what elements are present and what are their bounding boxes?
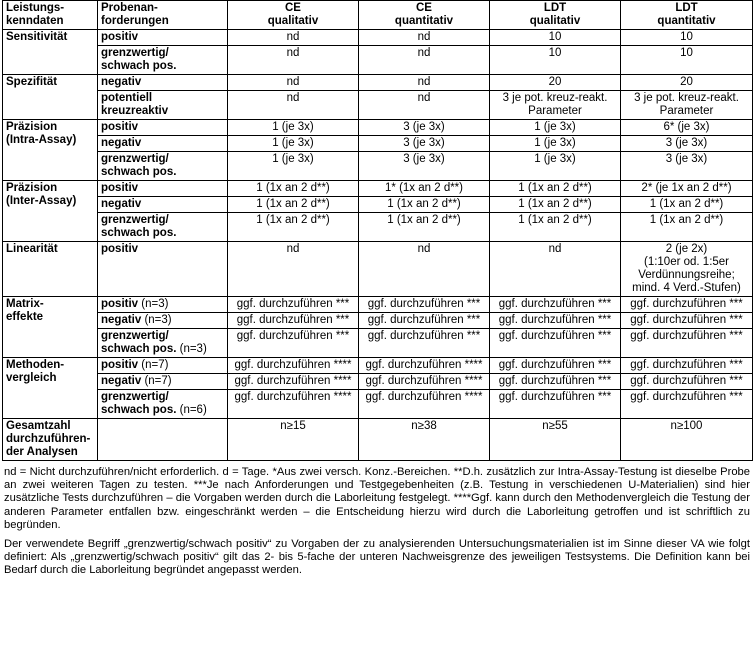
sub-label [98, 390, 228, 419]
cell: 1 (je 3x) [228, 136, 359, 152]
cell: 20 [621, 75, 753, 91]
cell: 10 [621, 46, 753, 75]
category-methodenvergleich: Methoden- vergleich [3, 358, 98, 419]
sub-label-note: (n=3) [141, 314, 172, 326]
table-row-total [3, 419, 753, 461]
sub-label [98, 374, 228, 390]
table-row [3, 313, 753, 329]
cell: 6* (je 3x) [621, 120, 753, 136]
sub-label: grenzwertig/ schwach pos. [98, 46, 228, 75]
cell: 10 [621, 30, 753, 46]
cell: nd [228, 242, 359, 297]
cell: ggf. durchzuführen *** [490, 313, 621, 329]
table-row [3, 197, 753, 213]
cell: 10 [490, 46, 621, 75]
footnote-abbreviations: nd = Nicht durchzuführen/nicht erforderlich. d = Tage. *Aus zwei versch. Konz.-Bereichen. **D.h. zusätzlich zur Intra-Assay-Testung ist dieselbe Probe an zwei weiteren Tagen zu testen. ***Je nach Anforderungen und Testgegebenheiten (z.B. Testung in verschiedenen U-Materialien) sind hier zusätzliche Tests durchzuführen – die Vorgaben werden durch die Laborleitung festgelegt. ****Ggf. kann durch den Methodenvergleich die Testung der anderen Parameter entfallen bzw. eingeschränkt werden – die Entscheidung hierzu wird durch die Laborleitung getroffen und ist schriftlich zu begründen. [4, 466, 750, 531]
footnote-definition: Der verwendete Begriff „grenzwertig/schwach positiv“ zu Vorgaben der zu analysierenden Untersuchungsmaterialien ist im Sinne dieser VA wie folgt definiert: Als „grenzwertig/schwach positiv“ gilt das 2- bis 5-fache der unteren Nachweisgrenze des jeweiligen Testsystems. Die Definition kann bei Bedarf durch die Laborleitung begründet angepasst werden. [4, 538, 750, 577]
sub-label: potentiell kreuzreaktiv [98, 91, 228, 120]
cell: 3 je pot. kreuz-reakt. Parameter [490, 91, 621, 120]
cell: ggf. durchzuführen *** [490, 374, 621, 390]
header-probenanforderungen: Probenan- forderungen [98, 1, 228, 30]
sub-label-note: (n=7) [138, 359, 169, 371]
cell: 3 (je 3x) [359, 120, 490, 136]
document [2, 0, 752, 578]
sub-label [98, 313, 228, 329]
category-matrixeffekte: Matrix- effekte [3, 297, 98, 358]
cell: 1 (je 3x) [490, 136, 621, 152]
table-row [3, 75, 753, 91]
cell: 1 (je 3x) [228, 120, 359, 136]
cell: 1* (1x an 2 d**) [359, 181, 490, 197]
sub-label-text: grenzwertig/ schwach pos. [101, 330, 177, 355]
sub-label: negativ [98, 136, 228, 152]
cell: ggf. durchzuführen **** [228, 358, 359, 374]
sub-label-note: (n=7) [141, 375, 172, 387]
cell: 3 je pot. kreuz-reakt. Parameter [621, 91, 753, 120]
header-row [3, 1, 753, 30]
table-row [3, 120, 753, 136]
table-row [3, 358, 753, 374]
header-ce-qualitativ: CE qualitativ [228, 1, 359, 30]
sub-label-text: negativ [101, 375, 142, 387]
cell: nd [359, 91, 490, 120]
cell: ggf. durchzuführen *** [490, 329, 621, 358]
cell: 3 (je 3x) [621, 136, 753, 152]
cell: nd [228, 46, 359, 75]
cell: ggf. durchzuführen *** [490, 358, 621, 374]
cell: nd [490, 242, 621, 297]
cell: ggf. durchzuführen **** [359, 358, 490, 374]
cell: ggf. durchzuführen *** [228, 313, 359, 329]
sub-label: positiv [98, 181, 228, 197]
sub-label-text: positiv [101, 298, 139, 310]
cell: nd [228, 91, 359, 120]
category-praezision-intra: Präzision (Intra-Assay) [3, 120, 98, 181]
header-ldt-qualitativ: LDT qualitativ [490, 1, 621, 30]
sub-label-text: grenzwertig/ schwach pos. [101, 391, 177, 416]
cell: 1 (1x an 2 d**) [621, 197, 753, 213]
table-row [3, 136, 753, 152]
header-ldt-quantitativ: LDT quantitativ [621, 1, 753, 30]
cell: 1 (je 3x) [490, 152, 621, 181]
cell: ggf. durchzuführen *** [621, 374, 753, 390]
cell: ggf. durchzuführen **** [228, 374, 359, 390]
cell: n≥15 [228, 419, 359, 461]
cell: ggf. durchzuführen **** [359, 374, 490, 390]
sub-label: negativ [98, 75, 228, 91]
header-leistungskenndaten: Leistungs- kenndaten [3, 1, 98, 30]
sub-label: grenzwertig/ schwach pos. [98, 213, 228, 242]
header-ce-quantitativ: CE quantitativ [359, 1, 490, 30]
cell: 1 (1x an 2 d**) [228, 181, 359, 197]
cell: ggf. durchzuführen *** [621, 329, 753, 358]
cell: 1 (1x an 2 d**) [621, 213, 753, 242]
cell: n≥100 [621, 419, 753, 461]
cell: 1 (1x an 2 d**) [359, 213, 490, 242]
cell: 1 (je 3x) [228, 152, 359, 181]
category-linearitaet: Linearität [3, 242, 98, 297]
cell: 2* (je 1x an 2 d**) [621, 181, 753, 197]
table-row [3, 181, 753, 197]
sub-label: grenzwertig/ schwach pos. [98, 152, 228, 181]
cell: nd [359, 30, 490, 46]
sub-label-text: positiv [101, 359, 139, 371]
cell: 3 (je 3x) [359, 136, 490, 152]
cell: ggf. durchzuführen *** [359, 329, 490, 358]
cell: nd [359, 75, 490, 91]
cell: 1 (je 3x) [490, 120, 621, 136]
cell: ggf. durchzuführen *** [621, 313, 753, 329]
cell: 1 (1x an 2 d**) [228, 197, 359, 213]
cell: ggf. durchzuführen *** [621, 297, 753, 313]
table-row [3, 91, 753, 120]
cell: 1 (1x an 2 d**) [490, 213, 621, 242]
cell: 1 (1x an 2 d**) [359, 197, 490, 213]
cell: ggf. durchzuführen *** [359, 313, 490, 329]
cell: ggf. durchzuführen *** [490, 390, 621, 419]
cell: ggf. durchzuführen *** [359, 297, 490, 313]
sub-label: positiv [98, 30, 228, 46]
category-praezision-inter: Präzision (Inter-Assay) [3, 181, 98, 242]
cell: nd [228, 30, 359, 46]
cell: 2 (je 2x) (1:10er od. 1:5er Verdünnungsreihe; mind. 4 Verd.-Stufen) [621, 242, 753, 297]
table-row [3, 390, 753, 419]
category-spezifitaet: Spezifität [3, 75, 98, 120]
table-row [3, 242, 753, 297]
cell: 1 (1x an 2 d**) [228, 213, 359, 242]
cell: ggf. durchzuführen *** [621, 390, 753, 419]
table-row [3, 329, 753, 358]
cell: ggf. durchzuführen *** [228, 297, 359, 313]
cell: nd [359, 242, 490, 297]
sub-label-note: (n=6) [176, 404, 207, 416]
sub-label [98, 329, 228, 358]
sub-label: negativ [98, 197, 228, 213]
cell: 1 (1x an 2 d**) [490, 181, 621, 197]
cell: ggf. durchzuführen *** [490, 297, 621, 313]
cell: n≥55 [490, 419, 621, 461]
table-row [3, 297, 753, 313]
table-row [3, 46, 753, 75]
cell: 3 (je 3x) [621, 152, 753, 181]
category-sensitivitaet: Sensitivität [3, 30, 98, 75]
cell: nd [228, 75, 359, 91]
cell: ggf. durchzuführen **** [359, 390, 490, 419]
sub-label: positiv [98, 120, 228, 136]
cell: 10 [490, 30, 621, 46]
sub-label: positiv [98, 242, 228, 297]
cell: ggf. durchzuführen *** [228, 329, 359, 358]
sub-label [98, 297, 228, 313]
cell: 3 (je 3x) [359, 152, 490, 181]
cell: nd [359, 46, 490, 75]
cell: 1 (1x an 2 d**) [490, 197, 621, 213]
table-row [3, 213, 753, 242]
category-gesamtzahl: Gesamtzahl durchzuführen- der Analysen [3, 419, 98, 461]
cell: n≥38 [359, 419, 490, 461]
sub-label-text: negativ [101, 314, 142, 326]
cell: ggf. durchzuführen **** [228, 390, 359, 419]
table-row [3, 152, 753, 181]
table-row [3, 374, 753, 390]
sub-label [98, 358, 228, 374]
cell: 20 [490, 75, 621, 91]
table-row [3, 30, 753, 46]
cell: ggf. durchzuführen *** [621, 358, 753, 374]
performance-table [2, 0, 753, 461]
sub-label-note: (n=3) [138, 298, 169, 310]
empty-cell [98, 419, 228, 461]
sub-label-note: (n=3) [176, 343, 207, 355]
